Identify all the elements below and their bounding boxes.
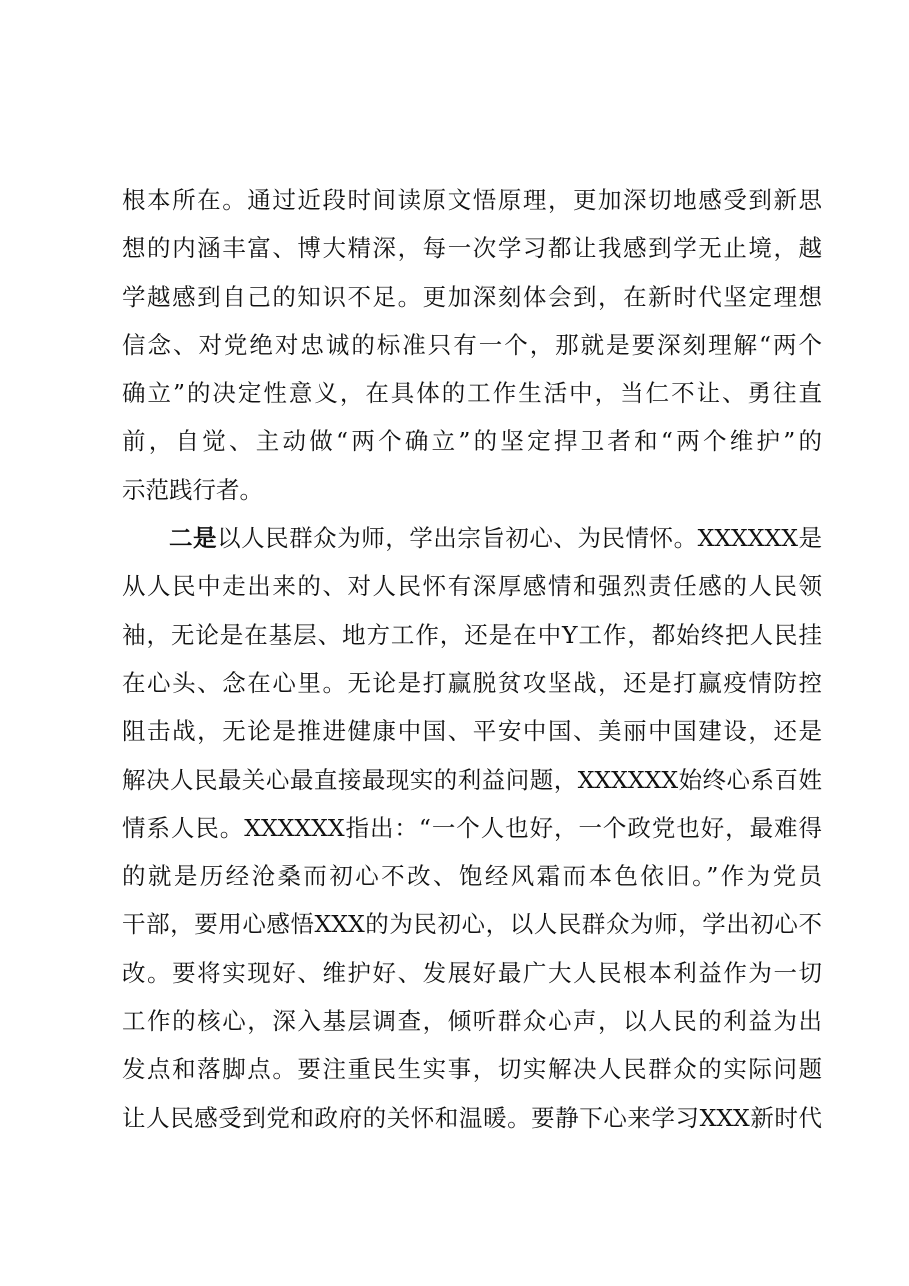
text-line: 的就是历经沧桑而初心不改、饱经风霜而本色依旧。”作为党员 xyxy=(122,862,822,891)
text-line: 干部，要用心感悟XXX的为民初心，以人民群众为师，学出初心不 xyxy=(122,910,822,939)
paragraph-first-line xyxy=(122,514,822,562)
text-line: 学越感到自己的知识不足。更加深刻体会到，在新时代坚定理想 xyxy=(122,282,822,311)
document-body xyxy=(122,176,822,1142)
bold-lead-text: 二是 xyxy=(169,524,218,553)
text-line: 想的内涵丰富、博大精深，每一次学习都让我感到学无止境，越 xyxy=(122,234,822,263)
text-line: 信念、对党绝对忠诚的标准只有一个，那就是要深刻理解“两个 xyxy=(122,330,822,359)
text-line: 确立”的决定性意义，在具体的工作生活中，当仁不让、勇往直 xyxy=(122,379,822,408)
text-line: 根本所在。通过近段时间读原文悟原理，更加深切地感受到新思 xyxy=(122,186,822,214)
text-line: 情系人民。XXXXXX指出：“一个人也好，一个政党也好，最难得 xyxy=(122,813,822,842)
text-line: 发点和落脚点。要注重民生实事，切实解决人民群众的实际问题 xyxy=(122,1055,822,1084)
text-line: 袖，无论是在基层、地方工作，还是在中Y工作，都始终把人民挂 xyxy=(122,620,822,649)
text-line: 从人民中走出来的、对人民怀有深厚感情和强烈责任感的人民领 xyxy=(122,572,822,601)
first-line-text: 以人民群众为师，学出宗旨初心、为民情怀。XXXXXX是 xyxy=(217,524,822,553)
text-line: 改。要将实现好、维护好、发展好最广大人民根本利益作为一切 xyxy=(122,958,822,987)
text-line: 在心头、念在心里。无论是打赢脱贫攻坚战，还是打赢疫情防控 xyxy=(122,668,822,697)
text-line: 工作的核心，深入基层调查，倾听群众心声，以人民的利益为出 xyxy=(122,1007,822,1036)
text-line: 解决人民最关心最直接最现实的利益问题，XXXXXX始终心系百姓 xyxy=(122,765,822,794)
text-line: 阻击战，无论是推进健康中国、平安中国、美丽中国建设，还是 xyxy=(122,717,822,746)
text-line: 示范践行者。 xyxy=(122,475,263,504)
text-line: 前，自觉、主动做“两个确立”的坚定捍卫者和“两个维护”的 xyxy=(122,427,822,456)
paragraph-1 xyxy=(122,176,822,514)
paragraph-2 xyxy=(122,514,822,1142)
text-line: 让人民感受到党和政府的关怀和温暖。要静下心来学习XXX新时代 xyxy=(122,1103,822,1132)
